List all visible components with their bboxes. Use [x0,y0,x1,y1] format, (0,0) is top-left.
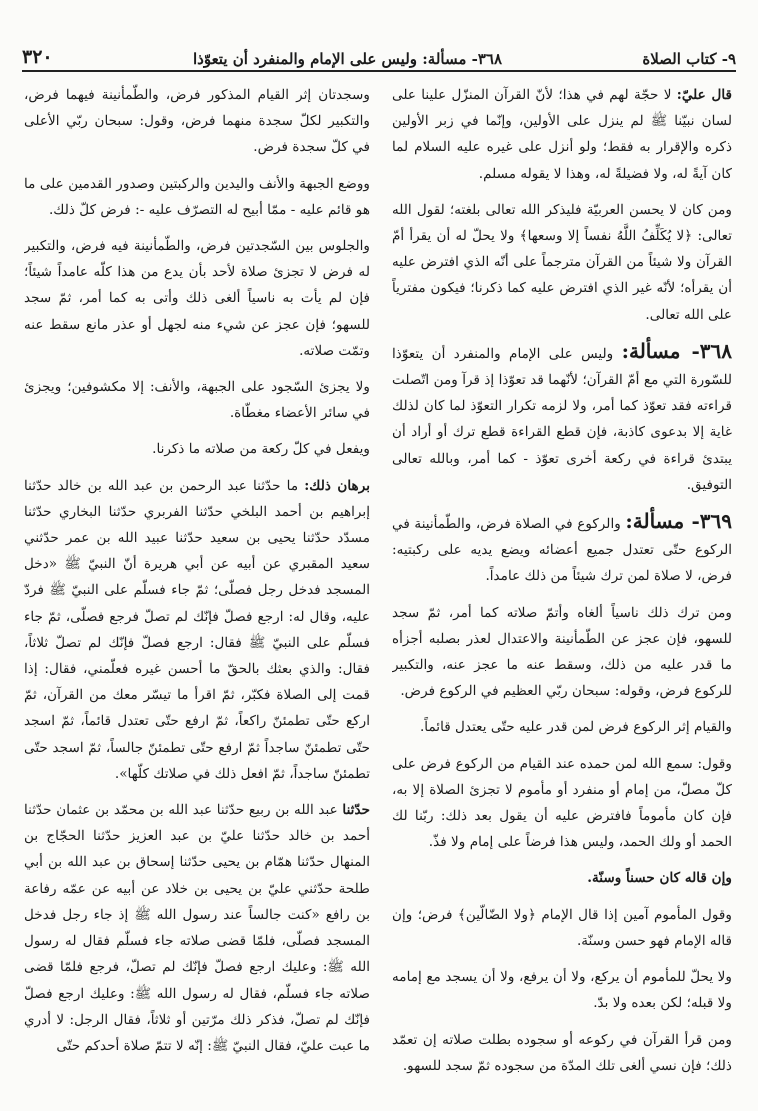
issue-369 [392,508,732,590]
chain-label: حدّثنا [342,802,370,819]
paragraph: والجلوس بين السّجدتين فرض، والطّمأنينة فيه فرض، والتكبير له فرض لا تجزئ صلاة لأحد بأن يدع من هذا كلّه عامداً شيئاً؛ فإن لم يأت به ناسياً ألغى ذلك وأتى به كما أمر، ثمّ سجد للسهو؛ فإن عجز عن شيء منه لجهل أو عذر مانع سقط عنه وتمّت صلاته. [24,238,370,359]
issue-368 [392,338,732,498]
header-rule [22,70,736,72]
paragraph: وقول المأموم آمين إذا قال الإمام ﴿ولا الضّالّين﴾ فرض؛ وإن قاله الإمام فهو حسن وسنّة. [392,906,732,949]
issue-number: ٣٦٨- مسألة: [621,338,732,363]
proof-label: برهان ذلك: [304,477,370,494]
paragraph: ولا يحلّ للمأموم أن يركع، ولا أن يرفع، ولا أن يسجد مع إمامه ولا قبله؛ لكن بعده ولا بدّ. [392,969,732,1012]
hadith-text: ما حدّثنا عبد الرحمن بن عبد الله بن خالد حدّثنا إبراهيم بن أحمد البلخي حدّثنا الفربري حدّثنا البخاري حدّثنا مسدّد حدّثنا يحيى بن سعيد حدّثنا عبيد الله بن عمر حدّثني سعيد المقبري عن أبيه عن أبي هريرة أنّ النبيّ ﷺ «دخل المسجد فدخل رجل فصلّى؛ ثمّ جاء فسلّم على النبيّ ﷺ فردّ عليه، وقال له: ارجع فصلّ فإنّك لم تصلّ فرجع فصلّى، ثمّ جاء فسلّم على النبيّ ﷺ فقال: ارجع فصلّ فإنّك لم تصلّ ثلاثاً، فقال: والذي بعثك بالحقّ ما أحسن غيره فعلّمني، فقال: إذا قمت إلى الصلاة فكبّر، ثمّ اقرأ ما تيسّر معك من القرآن، ثمّ اركع حتّى تطمئنّ راكعاً، ثمّ ارفع حتّى تعتدل قائماً، ثمّ اسجد حتّى تطمئنّ ساجداً ثمّ ارفع حتّى تطمئنّ جالساً، ثمّ اسجد حتّى تطمئنّ ساجداً، ثمّ افعل ذلك في صلاتك كلّها». [24,477,370,782]
page-number: ٣٢٠ [22,46,53,68]
speaker-label: قال عليّ: [676,87,732,103]
hadith-text: عبد الله بن ربيع حدّثنا عبد الله بن محمّد بن عثمان حدّثنا أحمد بن خالد حدّثنا عليّ بن عبد العزيز حدّثنا الحجّاج بن المنهال حدّثنا همّام بن يحيى حدّثنا إسحاق بن عبد الله بن أبي طلحة حدّثني عليّ بن يحيى بن خلاد عن أبيه عن عمّه رفاعة بن رافع «كنت جالساً عند رسول الله ﷺ إذ جاء رجل فدخل المسجد فصلّى، فلمّا قضى صلاته جاء فسلّم فقال له رسول الله ﷺ: وعليك ارجع فصلّ فإنّك لم تصلّ، فرجع فلمّا قضى صلاته جاء فسلّم، فقال له رسول الله ﷺ: وعليك ارجع فصلّ فإنّك لم تصلّ، فذكر ذلك مرّتين أو ثلاثاً، فقال الرجل: لا أدري ما عبت عليّ، فقال النبيّ ﷺ: إنّه لا تتمّ صلاة أحدكم حتّى [24,802,370,1054]
left-column [24,82,370,1082]
paragraph [392,82,732,187]
hadith-2 [24,797,370,1059]
issue-title: ٣٦٨- مسألة: وليس على الإمام والمنفرد أن يتعوّذا [192,50,502,68]
paragraph: وقول: سمع الله لمن حمده عند القيام من الركوع فرض على كلّ مصلّ، من إمام أو منفرد أو مأموم لا تجزئ الصلاة إلا به، فإن كان مأموماً فافترض عليه أن يقول بعد ذلك: ربّنا لك الحمد أو ولك الحمد، وليس هذا فرضاً على إمام ولا فذّ. [392,755,732,851]
right-column [392,82,732,1082]
issue-text: وليس على الإمام والمنفرد أن يتعوّذا للسّورة التي مع أمّ القرآن؛ لأنّهما قد تعوّذا إذ قرآ ومن اتّصلت قراءته فقد تعوّذ كما أمر، ولا لزمه تكرار التعوّذ لما كان لذلك غاية إلا بدعوى كاذبة، فإن قطع القراءة قطع ترك أو أراد أن يبتدئ قراءة في ركعة أخرى تعوّذ - كما أمر، وبالله تعالى التوفيق. [392,345,732,493]
issue-text: والركوع في الصلاة فرض، والطّمأنينة في الركوع حتّى تعتدل جميع أعضائه ويضع يديه على ركبتيه: فرض، لا صلاة لمن ترك شيئاً من ذلك عامداً. [392,516,732,585]
paragraph: ولا يجزئ السّجود على الجبهة، والأنف: إلا مكشوفين؛ ويجزئ في سائر الأعضاء مغطّاة. [24,379,370,422]
hadith-1 [24,473,370,787]
paragraph: ومن قرأ القرآن في ركوعه أو سجوده بطلت صلاته إن تعمّد ذلك؛ فإن نسي ألغى تلك المدّة من سجوده ثمّ سجد للسهو. [392,1031,732,1074]
issue-number: ٣٦٩- مسألة: [625,509,732,534]
paragraph: وسجدتان إثر القيام المذكور فرض، والطّمأنينة فيهما فرض، والتكبير لكلّ سجدة منهما فرض، وقول: سبحان ربّي الأعلى في كلّ سجدة فرض. [24,87,370,156]
paragraph: وإن قاله كان حسناً وسنّة. [587,870,732,887]
paragraph: ومن كان لا يحسن العربيّة فليذكر الله تعالى بلغته؛ لقول الله تعالى: ﴿لا يُكَلِّفُ اللَّهُ نفساً إلا وسعها﴾ ولا يحلّ له أن يقرأ أمّ القرآن ولا شيئاً من القرآن مترجماً على أنّه الذي افترض عليه أن يقرأه؛ لأنّه غير الذي افترض عليه كما ذكرنا؛ فيكون مفترياً على الله تعالى. [392,201,732,323]
paragraph: ومن ترك ذلك ناسياً ألغاه وأتمّ صلاته كما أمر، ثمّ سجد للسهو، فإن عجز عن الطّمأنينة والاعتدال لعذر بصلبه أجزأه ما قدر عليه من ذلك، وسقط عنه ما عجز عنه، والتكبير للركوع فرض، وقوله: سبحان ربّي العظيم في الركوع فرض. [392,604,732,700]
paragraph: والقيام إثر الركوع فرض لمن قدر عليه حتّى يعتدل قائماً. [419,719,732,736]
paragraph: ووضع الجبهة والأنف واليدين والركبتين وصدور القدمين على ما هو قائم عليه - ممّا أبيح له التصرّف عليه -: فرض كلّ ذلك. [24,175,370,218]
paragraph-text: لا حجّة لهم في هذا؛ لأنّ القرآن المنزّل علينا على لسان نبيّنا ﷺ لم ينزل على الأولين، وإنّما في زبر الأولين ذكره والإقرار به فقط؛ ولو أنزل على غيره عليه السلام لما كان آيةً له، ولا فضيلةً له، وهذا لا يقوله مسلم. [392,87,732,182]
page-header [22,34,736,68]
book-title: ٩- كتاب الصلاة [642,50,736,68]
paragraph: ويفعل في كلّ ركعة من صلاته ما ذكرنا. [152,441,370,458]
